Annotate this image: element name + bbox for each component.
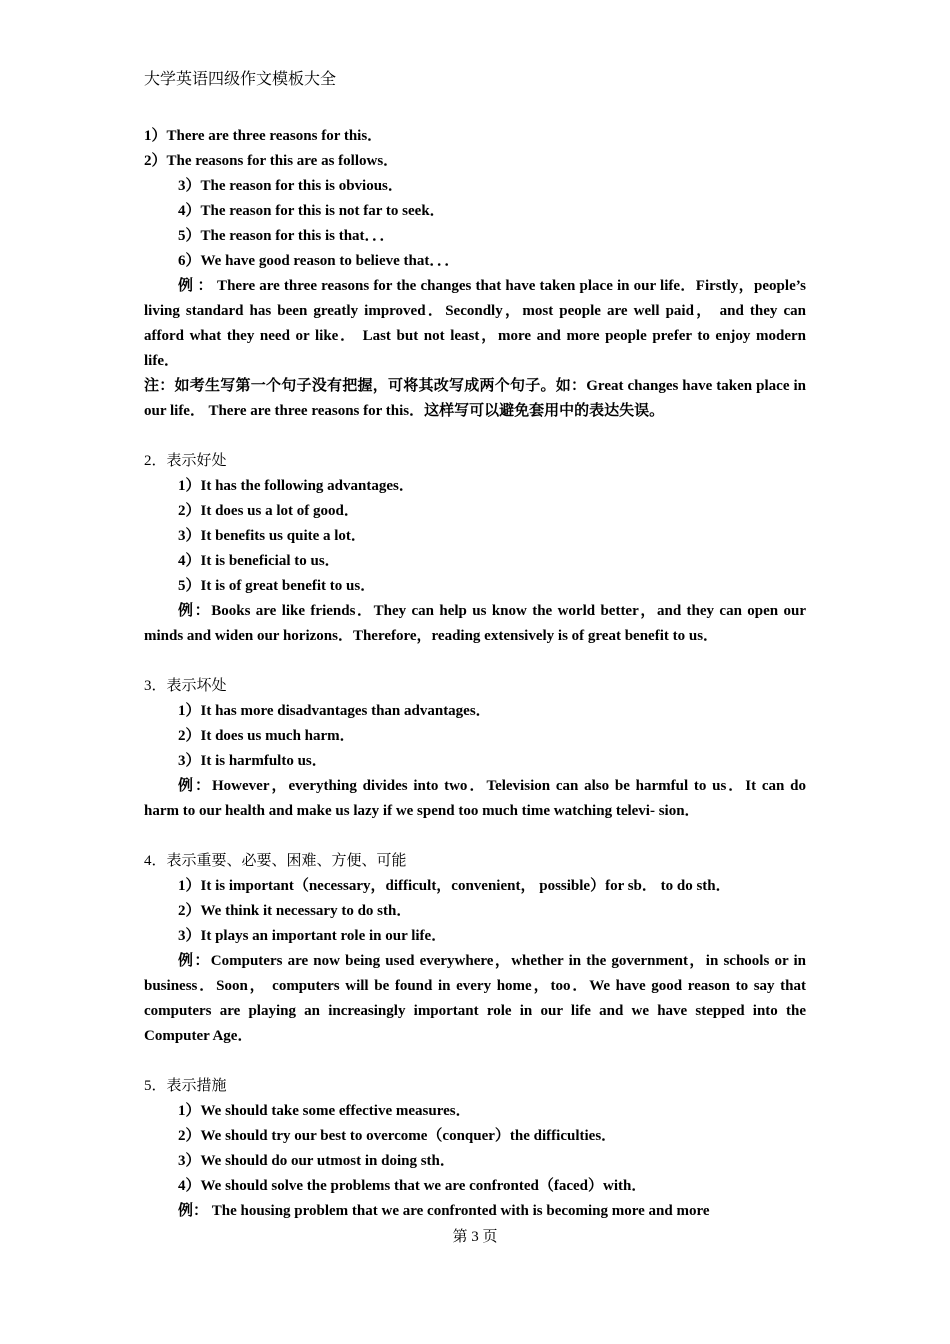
example-paragraph: 例： The housing problem that we are confronted with is becoming more and more bbox=[178, 1203, 710, 1219]
list-item: 2）It does us much harm． bbox=[178, 728, 355, 744]
example-paragraph: 例 ： There are three reasons for the changes that have taken place in our life．Firstly，people’s living standard has been greatly improved．Secondly，most people are well paid， and they can afford what they need or like． Last but not least，more and more people prefer to enjoy modern life． bbox=[144, 278, 806, 369]
list-item: 6）We have good reason to believe that．．． bbox=[178, 253, 460, 269]
list-item: 2）We think it necessary to do sth． bbox=[178, 903, 412, 919]
list-item: 3）The reason for this is obvious． bbox=[178, 178, 403, 194]
list-item: 1）We should take some effective measures． bbox=[178, 1103, 471, 1119]
list-item: 1）It has more disadvantages than advantages． bbox=[178, 703, 491, 719]
list-item: 4）We should solve the problems that we are confronted（faced）with． bbox=[178, 1178, 647, 1194]
list-item: 4）The reason for this is not far to seek． bbox=[178, 203, 445, 219]
list-item: 1）There are three reasons for this． bbox=[144, 128, 383, 144]
list-item: 3）We should do our utmost in doing sth． bbox=[178, 1153, 455, 1169]
example-paragraph: 例：Computers are now being used everywhere，whether in the government，in schools or in business．Soon， computers will be found in every home，too．We have good reason to say that computers are playing an increasingly important role in our life and we have stepped into the Computer Age． bbox=[144, 953, 806, 1044]
section-heading: 4．表示重要、必要、困难、方便、可能 bbox=[144, 853, 407, 869]
example-paragraph: 例：However，everything divides into two．Television can also be harmful to us．It can do harm to our health and make us lazy if we spend too much time watching televi- sion． bbox=[144, 778, 806, 819]
note-paragraph: 注：如考生写第一个句子没有把握，可将其改写成两个句子。如：Great changes have taken place in our life． There are three reasons for this．这样写可以避免套用中的表达失误。 bbox=[144, 378, 806, 419]
list-item: 2）We should try our best to overcome（conquer）the difficulties． bbox=[178, 1128, 617, 1144]
list-item: 3）It is harmfulto us． bbox=[178, 753, 327, 769]
example-paragraph: 例：Books are like friends．They can help us know the world better，and they can open our minds and widen our horizons．Therefore，reading extensively is of great benefit to us． bbox=[144, 603, 806, 644]
list-item: 4）It is beneficial to us． bbox=[178, 553, 340, 569]
list-item: 2）It does us a lot of good． bbox=[178, 503, 359, 519]
document-body bbox=[144, 124, 806, 1224]
section-heading: 2．表示好处 bbox=[144, 453, 227, 469]
list-item: 5）The reason for this is that．．． bbox=[178, 228, 395, 244]
section-heading: 5．表示措施 bbox=[144, 1078, 227, 1094]
page-header-title: 大学英语四级作文模板大全 bbox=[144, 71, 337, 88]
list-item: 2）The reasons for this are as follows． bbox=[144, 153, 399, 169]
list-item: 3）It plays an important role in our life． bbox=[178, 928, 447, 944]
page-number: 第 3 页 bbox=[452, 1229, 498, 1245]
list-item: 5）It is of great benefit to us． bbox=[178, 578, 376, 594]
section-heading: 3．表示坏处 bbox=[144, 678, 227, 694]
list-item: 1）It is important（necessary，difficult，convenient， possible）for sb． to do sth． bbox=[178, 878, 731, 894]
list-item: 3）It benefits us quite a lot． bbox=[178, 528, 366, 544]
list-item: 1）It has the following advantages． bbox=[178, 478, 414, 494]
